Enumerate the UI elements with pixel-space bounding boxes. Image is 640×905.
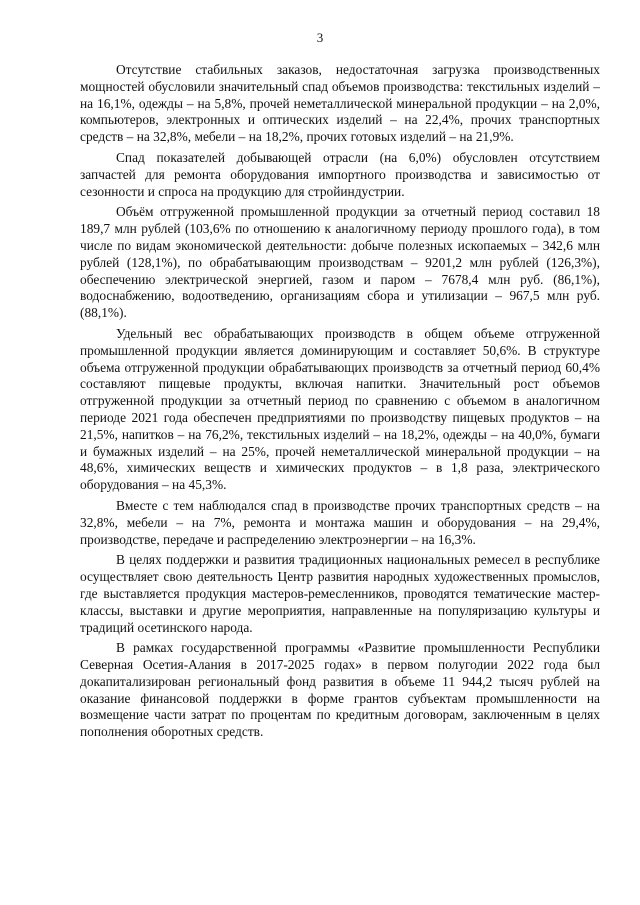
paragraph-production-decline: Отсутствие стабильных заказов, недостаточная загрузка производственных мощностей обусловили значительный спад объемов производства: текстильных изделий – на 16,1%, одежды – на 5,8%, прочей неметаллической минеральной продукции – на 2,0%, компьютеров, электронных и оптических изделий – на 22,4%, прочих транспортных средств – на 32,8%, мебели – на 18,2%, прочих готовых изделий – на 21,9%. xyxy=(80,62,600,145)
document-body xyxy=(80,62,600,745)
paragraph-shipped-volume: Объём отгруженной промышленной продукции за отчетный период составил 18 189,7 млн рублей (103,6% по отношению к аналогичному периоду прошлого года), в том числе по видам экономической деятельности: добыче полезных ископаемых – 342,6 млн рублей (128,1%), по обрабатывающим производствам – 9201,2 млн рублей (126,3%), обеспечению электрической энергией, газом и паром – 7678,4 млн руб. (86,1%), водоснабжению, водоотведению, организациям сбора и утилизации – 967,5 млн руб. (88,1%). xyxy=(80,204,600,321)
paragraph-other-declines: Вместе с тем наблюдался спад в производстве прочих транспортных средств – на 32,8%, мебели – на 7%, ремонта и монтажа машин и оборудования – на 29,4%, производстве, передаче и распределению электроэнергии – на 16,3%. xyxy=(80,497,600,547)
paragraph-mining-decline: Спад показателей добывающей отрасли (на 6,0%) обусловлен отсутствием запчастей для ремонта оборудования импортного производства и зависимостью от сезонности и спроса на продукцию для стройиндустрии. xyxy=(80,149,600,199)
paragraph-manufacturing-share: Удельный вес обрабатывающих производств в общем объеме отгруженной промышленной продукции является доминирующим и составляет 50,6%. В структуре объема отгруженной продукции обрабатывающих производств за отчетный период 60,4% составляют пищевые продукты, включая напитки. Значительный рост объемов отгруженной продукции за отчетный период по сравнению с объемом в аналогичном периоде 2021 года обеспечен предприятиями по производству пищевых продуктов – на 21,5%, напитков – на 76,2%, текстильных изделий – на 18,2%, одежды – на 40,0%, бумаги и бумажных изделий – на 25%, прочей неметаллической минеральной продукции – на 48,6%, химических веществ и химических продуктов – в 1,8 раза, электрического оборудования – на 45,3%. xyxy=(80,325,600,493)
page-number: 3 xyxy=(316,30,324,45)
paragraph-folk-crafts: В целях поддержки и развития традиционных национальных ремесел в республике осуществляет свою деятельность Центр развития народных художественных промыслов, где выставляется продукция мастеров-ремесленников, проводятся тематические мастер-классы, выставки и другие мероприятия, направленные на популяризацию культуры и традиций осетинского народа. xyxy=(80,552,600,635)
paragraph-state-program: В рамках государственной программы «Развитие промышленности Республики Северная Осетия-Алания в 2017-2025 годах» в первом полугодии 2022 года был докапитализирован региональный фонд развития в объеме 11 944,2 тысяч рублей на оказание финансовой поддержки в форме грантов субъектам промышленности на возмещение части затрат по процентам по кредитным договорам, заключенным в целях пополнения оборотных средств. xyxy=(80,640,600,740)
